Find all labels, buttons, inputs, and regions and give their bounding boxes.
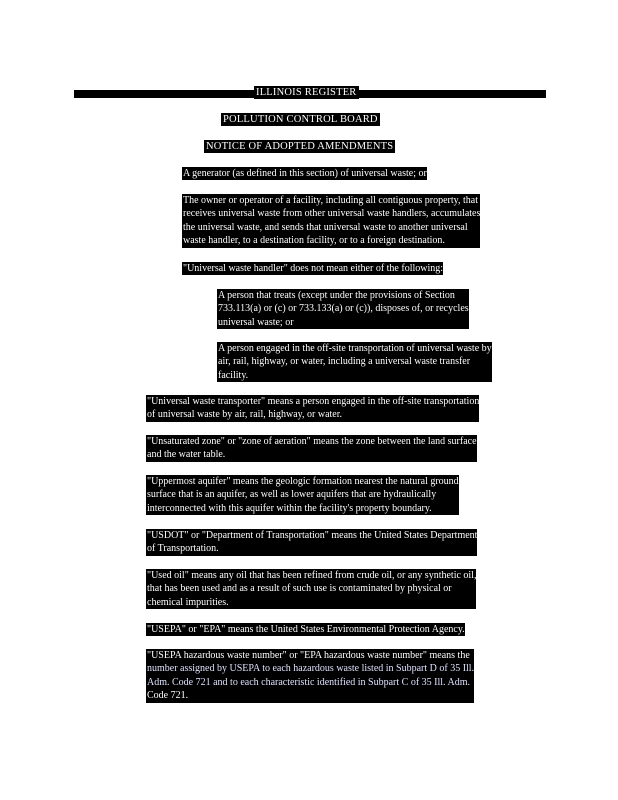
text-line: facility.: [217, 369, 492, 382]
text-line: "USEPA" or "EPA" means the United States Environmental Protection Agency.: [147, 624, 465, 635]
paragraph-usdot: [146, 529, 477, 556]
notice-title: NOTICE OF ADOPTED AMENDMENTS: [206, 141, 394, 152]
board-title: POLLUTION CONTROL BOARD: [223, 114, 378, 125]
text-line: and the water table.: [146, 448, 477, 461]
paragraph-usepa-number: [146, 649, 474, 703]
text-line: waste handler, to a destination facility, or to a foreign destination.: [182, 234, 480, 247]
text-line: that has been used and as a result of such use is contaminated by physical or: [146, 582, 476, 595]
text-line: "USEPA hazardous waste number" or "EPA hazardous waste number" means the: [146, 649, 474, 662]
register-title: ILLINOIS REGISTER: [256, 87, 357, 98]
text-line: of universal waste by air, rail, highway, or water.: [146, 408, 479, 421]
text-line: A person engaged in the off-site transportation of universal waste by: [218, 343, 492, 354]
text-line: "Universal waste handler" does not mean either of the following:: [183, 263, 444, 274]
text-line: The owner or operator of a facility, including all contiguous property, that: [182, 194, 480, 207]
text-line: chemical impurities.: [146, 596, 476, 609]
paragraph-used-oil: [146, 569, 476, 609]
text-line: interconnected with this aquifer within the facility's property boundary.: [146, 502, 459, 515]
text-line: "Used oil" means any oil that has been refined from crude oil, or any synthetic oil,: [147, 570, 477, 581]
text-line: "Unsaturated zone" or "zone of aeration" means the zone between the land surface: [147, 436, 477, 447]
text-line: number assigned by USEPA to each hazardous waste listed in Subpart D of 35 Ill.: [147, 663, 475, 675]
text-line: the universal waste, and sends that universal waste to another universal: [182, 221, 480, 234]
text-line: Code 721.: [146, 689, 474, 702]
text-line: A generator (as defined in this section) of universal waste; or: [183, 168, 427, 179]
text-line: surface that is an aquifer, as well as lower aquifers that are hydraulically: [146, 488, 459, 501]
paragraph-transporter: [146, 395, 479, 422]
paragraph-generator: [182, 167, 427, 180]
text-line: A person that treats (except under the provisions of Section: [217, 289, 469, 302]
text-line: air, rail, highway, or water, including a universal waste transfer: [217, 355, 492, 368]
paragraph-usepa: [146, 623, 465, 636]
text-line: of Transportation.: [146, 542, 477, 555]
text-line: Adm. Code 721 and to each characteristic identified in Subpart C of 35 Ill. Adm.: [146, 676, 474, 689]
text-line: "Uppermost aquifer" means the geologic formation nearest the natural ground: [147, 476, 459, 487]
paragraph-uppermost: [146, 475, 459, 515]
paragraph-unsaturated: [146, 435, 477, 462]
text-line: "Universal waste transporter" means a person engaged in the off-site transportation: [147, 396, 480, 407]
text-line: 733.113(a) or (c) or 733.133(a) or (c)), disposes of, or recycles: [218, 303, 469, 315]
paragraph-transport-engaged: [217, 342, 492, 382]
paragraph-owner-operator: [182, 194, 480, 248]
paragraph-treats: [217, 289, 469, 329]
text-line: universal waste; or: [217, 316, 469, 329]
paragraph-handler-not: [182, 262, 443, 275]
text-line: "USDOT" or "Department of Transportation" means the United States Department: [147, 530, 478, 541]
text-line: receives universal waste from other universal waste handlers, accumulates: [183, 208, 481, 220]
